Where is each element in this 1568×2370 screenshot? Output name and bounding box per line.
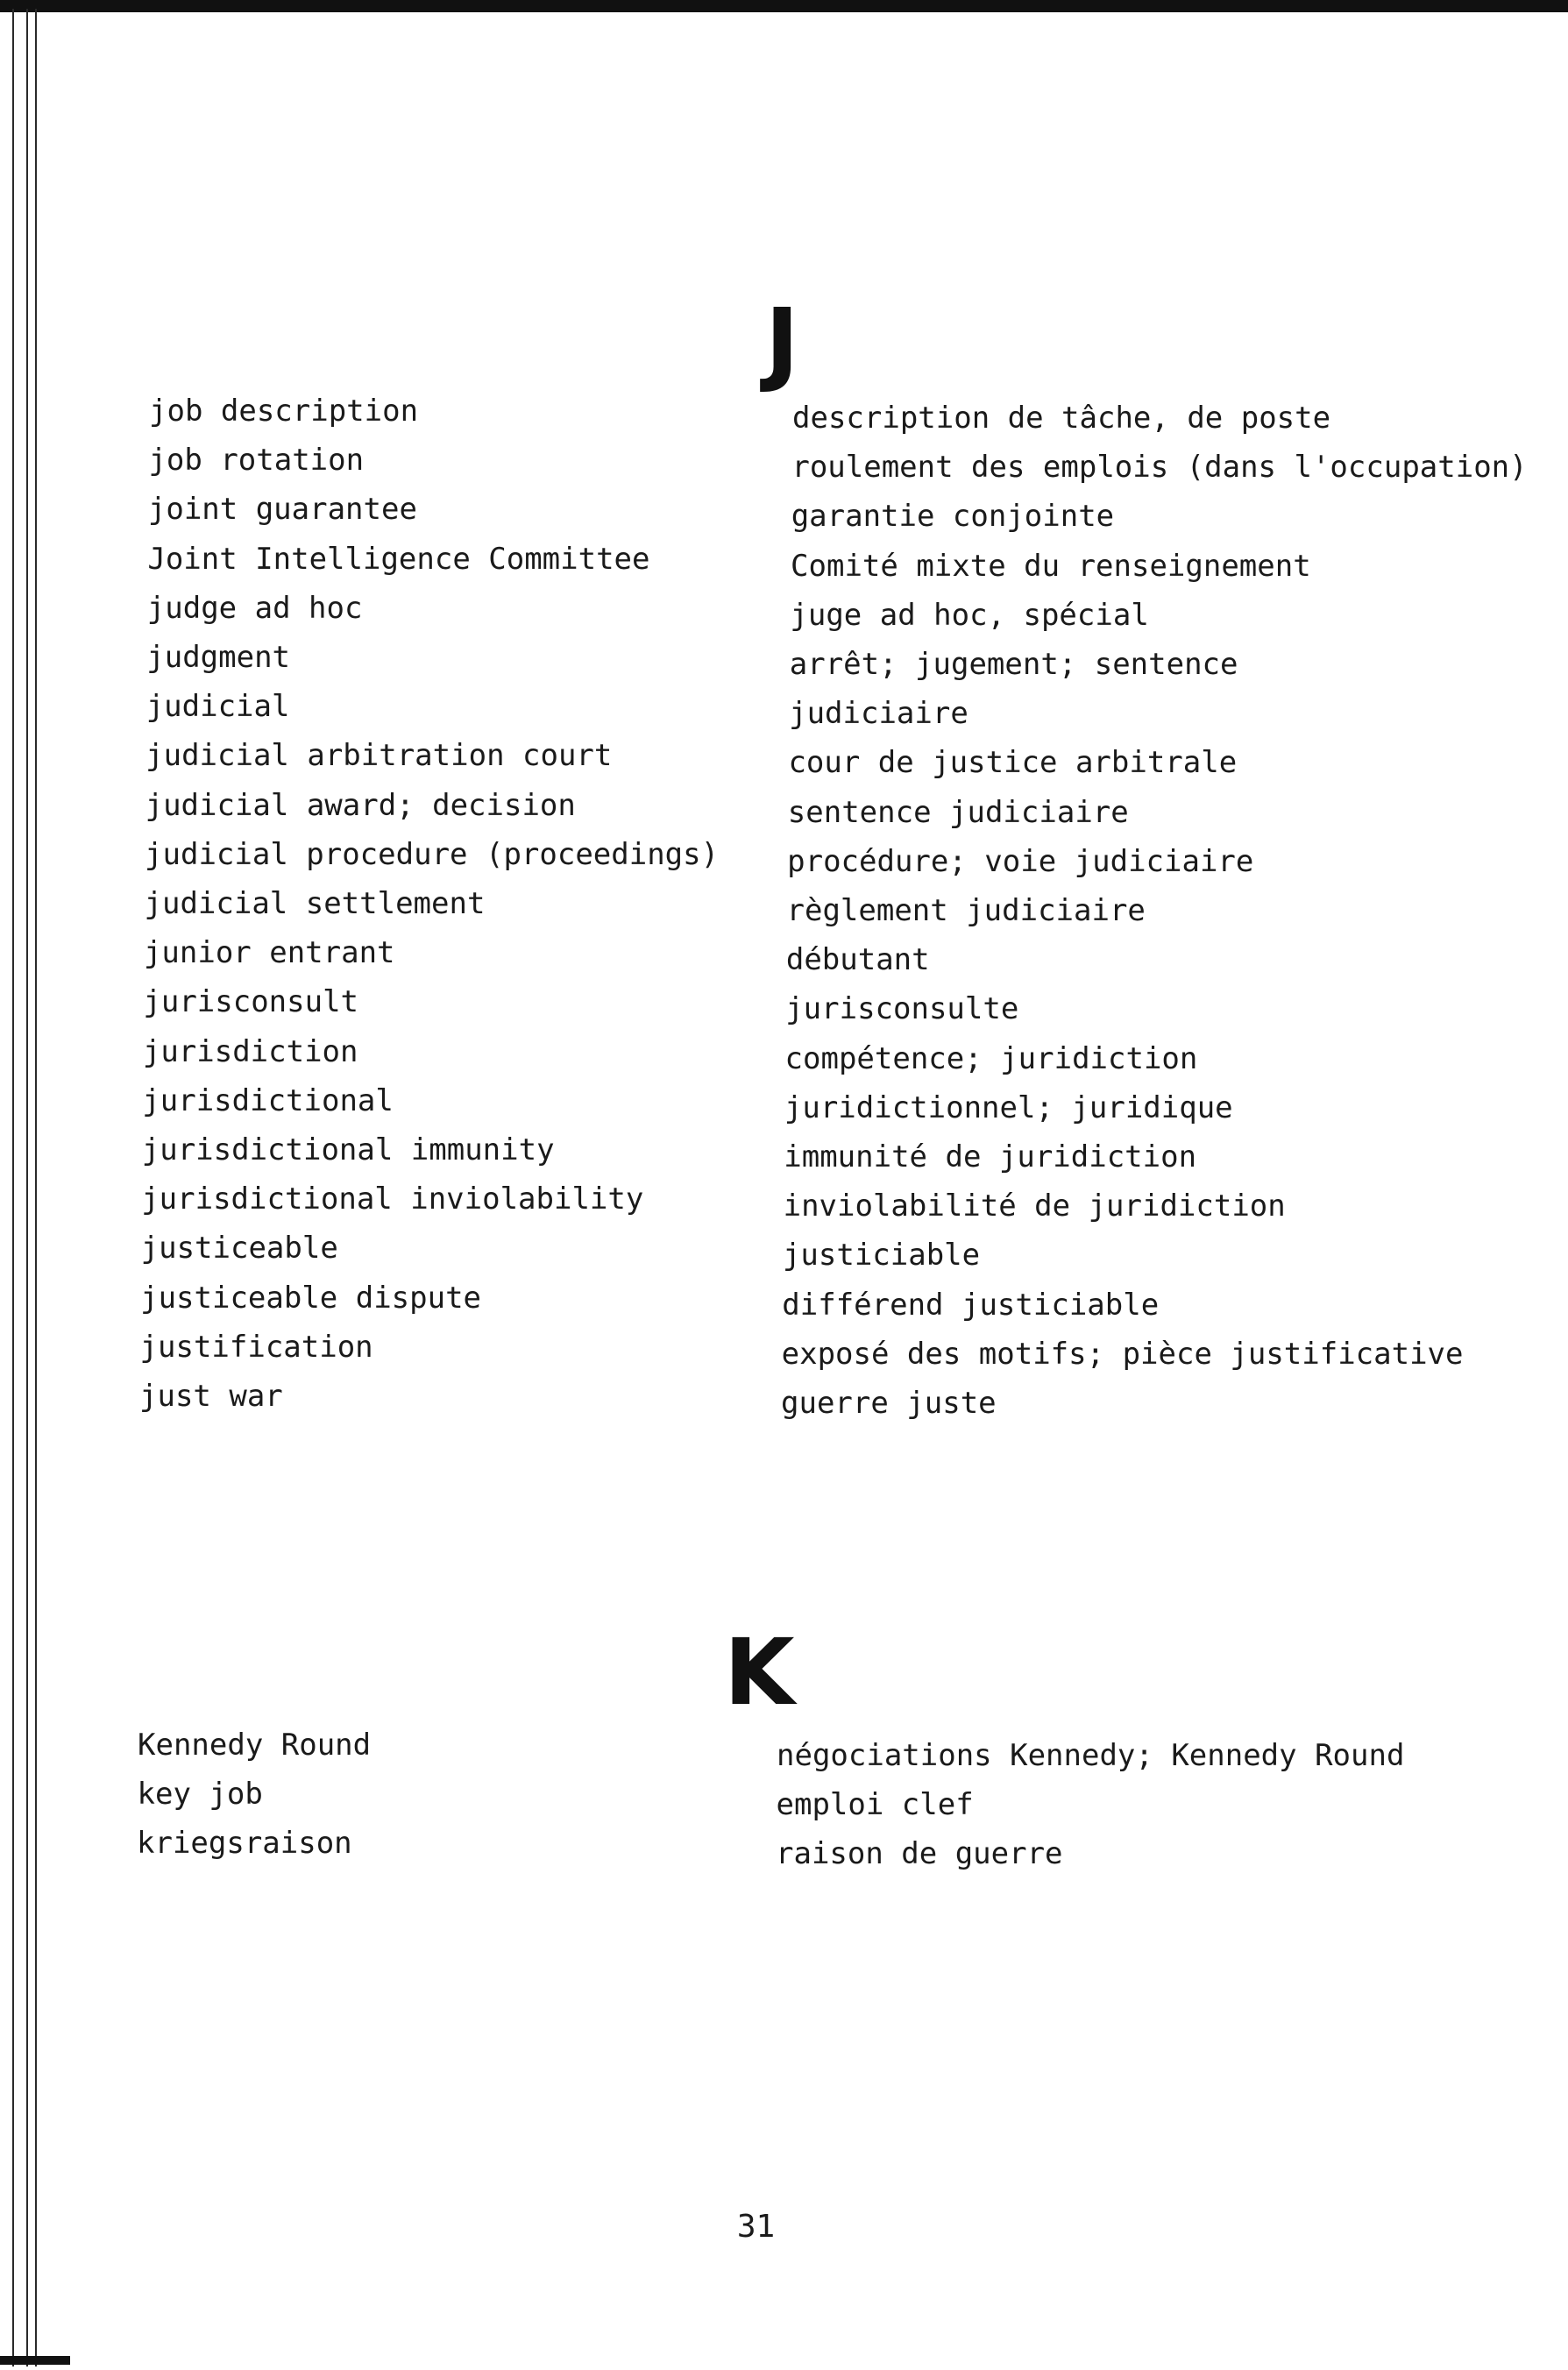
entry-term: justification xyxy=(139,1329,373,1365)
section-letter-j: J xyxy=(765,288,799,395)
entry-term: judicial settlement xyxy=(144,886,486,921)
entry-translation: judiciaire xyxy=(789,696,968,732)
entry-term: jurisdictional xyxy=(142,1082,394,1118)
entry-term: jurisdictional inviolability xyxy=(141,1181,644,1217)
bottom-edge-mark xyxy=(0,2356,70,2365)
entry-translation: débutant xyxy=(785,942,930,978)
binding-edge-line xyxy=(35,9,37,2366)
binding-edge-line xyxy=(26,9,28,2366)
entry-translation: inviolabilité de juridiction xyxy=(783,1189,1286,1224)
entry-term: kriegsraison xyxy=(137,1826,352,1861)
entry-translation: jurisconsulte xyxy=(785,991,1019,1027)
entry-term: just war xyxy=(139,1379,283,1414)
entry-translation: exposé des motifs; pièce justificative xyxy=(781,1336,1464,1372)
entry-translation: sentence judiciaire xyxy=(787,794,1129,830)
entry-term: Joint Intelligence Committee xyxy=(147,541,650,577)
entry-term: job description xyxy=(149,394,419,429)
entry-term: judgment xyxy=(146,640,291,675)
entry-translation: emploi clef xyxy=(776,1787,974,1822)
entry-term: jurisdiction xyxy=(142,1033,358,1069)
entry-translation: compétence; juridiction xyxy=(784,1040,1198,1076)
entry-translation: différend justiciable xyxy=(782,1287,1160,1323)
entry-term: judge ad hoc xyxy=(146,590,363,626)
entry-term: judicial procedure (proceedings) xyxy=(145,836,720,872)
entry-term: joint guarantee xyxy=(147,492,417,528)
entry-translation: juridictionnel; juridique xyxy=(784,1089,1233,1125)
entry-term: junior entrant xyxy=(143,935,395,971)
entry-translation: raison de guerre xyxy=(776,1836,1063,1871)
entry-translation: arrêt; jugement; sentence xyxy=(789,647,1238,682)
entry-term: judicial xyxy=(145,689,290,725)
entry-translation: négociations Kennedy; Kennedy Round xyxy=(777,1738,1405,1773)
entry-term: judicial arbitration court xyxy=(145,738,613,774)
entry-term: jurisconsult xyxy=(143,984,359,1020)
entry-term: job rotation xyxy=(148,443,365,479)
entry-term: justiceable dispute xyxy=(140,1280,482,1316)
page-number: 31 xyxy=(736,2209,776,2245)
binding-edge-line xyxy=(12,9,14,2366)
top-edge-rule xyxy=(0,0,1568,12)
entry-translation: immunité de juridiction xyxy=(784,1139,1197,1174)
entry-translation: garantie conjointe xyxy=(791,499,1115,535)
entry-translation: description de tâche, de poste xyxy=(792,401,1331,436)
entry-translation: cour de justice arbitrale xyxy=(788,745,1238,781)
entry-term: judicial award; decision xyxy=(145,787,576,823)
entry-term: justiceable xyxy=(140,1231,338,1267)
entry-translation: roulement des emplois (dans l'occupation) xyxy=(791,450,1528,486)
entry-translation: juge ad hoc, spécial xyxy=(790,597,1149,633)
entry-term: Kennedy Round xyxy=(138,1728,372,1763)
entry-translation: justiciable xyxy=(782,1238,981,1274)
entry-term: key job xyxy=(137,1777,263,1812)
entry-translation: guerre juste xyxy=(781,1386,997,1421)
entry-translation: règlement judiciaire xyxy=(786,893,1146,928)
section-letter-k: K xyxy=(724,1619,795,1726)
entry-translation: Comité mixte du renseignement xyxy=(791,548,1311,584)
entry-term: jurisdictional immunity xyxy=(141,1132,555,1167)
entry-translation: procédure; voie judiciaire xyxy=(787,843,1254,879)
